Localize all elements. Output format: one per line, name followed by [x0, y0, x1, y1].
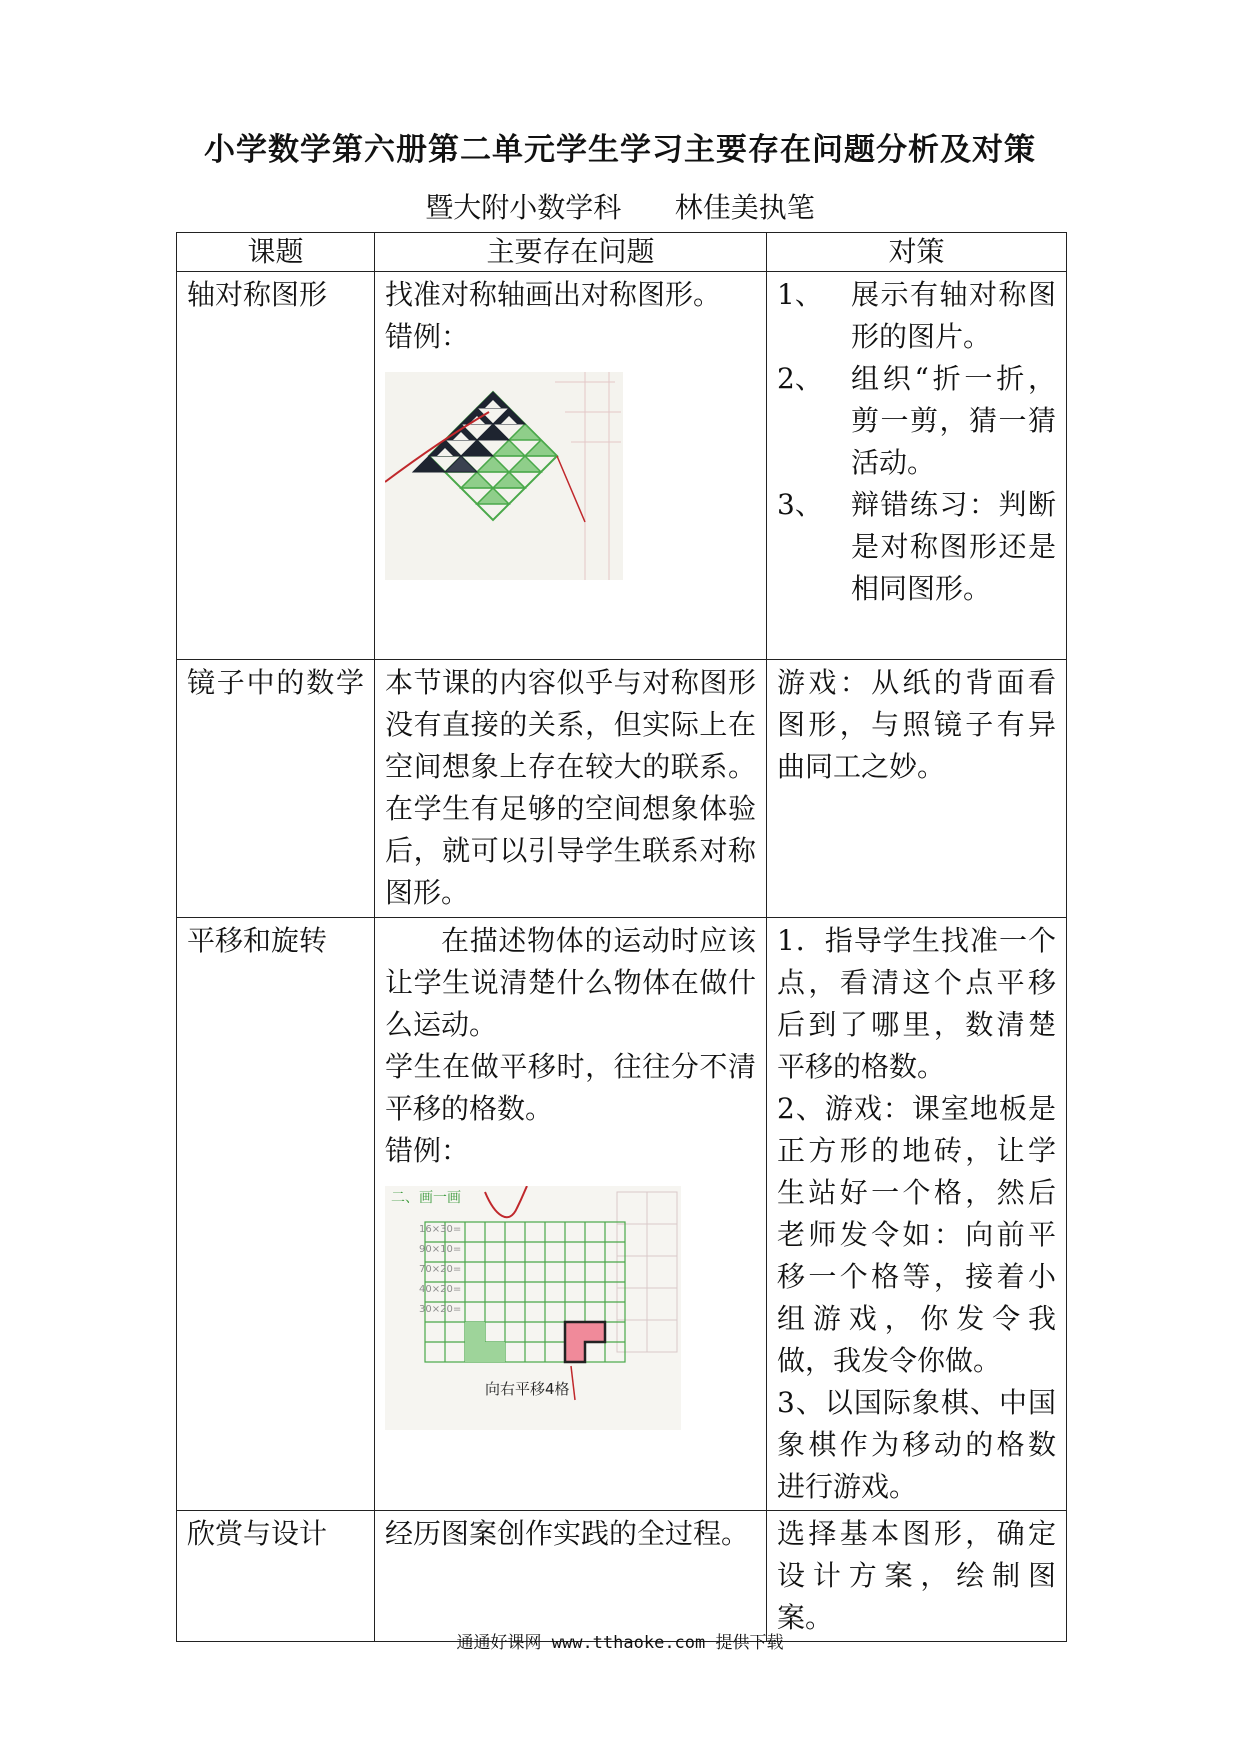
topic-cell [177, 918, 375, 1511]
problem-text: 错例： [385, 1134, 470, 1167]
strategy-cell [767, 918, 1067, 1511]
problem-line: 找准对称轴画出对称图形。 [385, 278, 722, 311]
strategy-text: 组织“折一折，剪一剪，猜一猜活动。 [851, 362, 1056, 479]
figure-margin-numbers [419, 1220, 479, 1320]
problem-line: 错例： [385, 320, 470, 353]
margin-number: 70×20= [419, 1264, 462, 1275]
strategy-item: 2、游戏：课室地板是正方形的地砖，让学生站好一个格，然后老师发令如：向前平移一个格等，接着小组游戏，你发令我做，我发令你做。 [777, 1092, 1056, 1377]
strategy-text: 游戏：从纸的背面看图形，与照镜子有异曲同工之妙。 [777, 666, 1056, 783]
strategy-text: 辩错练习：判断是对称图形还是相同图形。 [851, 488, 1056, 605]
topic-cell [177, 272, 375, 660]
figure-caption: 向右平移4格 [485, 1380, 570, 1398]
problem-cell [375, 660, 767, 918]
strategy-cell [767, 660, 1067, 918]
table-header-row [177, 233, 1067, 272]
document-title: 小学数学第六册第二单元学生学习主要存在问题分析及对策 [204, 132, 1036, 168]
strategy-text: 选择基本图形，确定设计方案，绘制图案。 [777, 1517, 1056, 1634]
problem-text: 在描述物体的运动时应该让学生说清楚什么物体在做什么运动。 [385, 924, 756, 1041]
header-topic: 课题 [177, 233, 375, 272]
topic-text: 镜子中的数学 [187, 666, 364, 699]
strategy-item [777, 358, 1056, 484]
download-footer: 通通好课网 www.tthaoke.com 提供下载 [456, 1633, 784, 1653]
table-row [177, 660, 1067, 918]
margin-number: 30×20= [419, 1304, 462, 1315]
strategy-cell [767, 272, 1067, 660]
topic-cell [177, 1511, 375, 1642]
problem-text: 经历图案创作实践的全过程。 [385, 1517, 750, 1550]
document-subtitle: 暨大附小数学科 林佳美执笔 [425, 191, 815, 224]
margin-number: 16×30= [419, 1224, 462, 1235]
topic-text: 轴对称图形 [187, 278, 328, 311]
strategy-number: 2、 [777, 362, 823, 395]
analysis-table [176, 232, 1067, 1642]
strategy-item: 3、以国际象棋、中国象棋作为移动的格数进行游戏。 [777, 1386, 1056, 1503]
header-problem: 主要存在问题 [375, 233, 767, 272]
strategy-text: 展示有轴对称图形的图片。 [851, 278, 1056, 353]
symmetry-error-example-image [385, 372, 756, 592]
header-strategy: 对策 [767, 233, 1067, 272]
strategy-item [777, 484, 1056, 610]
topic-text: 欣赏与设计 [187, 1517, 328, 1550]
table-row [177, 272, 1067, 660]
problem-cell [375, 918, 767, 1511]
table-row [177, 918, 1067, 1511]
figure-header-label: 二、画一画 [391, 1190, 461, 1206]
strategy-number: 1、 [777, 278, 823, 311]
strategy-number: 3、 [777, 488, 823, 521]
strategy-cell [767, 1511, 1067, 1642]
strategy-item [777, 274, 1056, 358]
strategy-item: 1．指导学生找准一个点，看清这个点平移后到了哪里，数清楚平移的格数。 [777, 924, 1056, 1083]
problem-cell [375, 1511, 767, 1642]
table-row [177, 1511, 1067, 1642]
translation-error-example-image [385, 1186, 681, 1430]
problem-text: 本节课的内容似乎与对称图形没有直接的关系，但实际上在空间想象上存在较大的联系。在学生有足够的空间想象体验后，就可以引导学生联系对称图形。 [385, 666, 756, 909]
problem-text: 学生在做平移时，往往分不清平移的格数。 [385, 1050, 756, 1125]
topic-cell [177, 660, 375, 918]
problem-cell [375, 272, 767, 660]
topic-text: 平移和旋转 [187, 924, 328, 957]
margin-number: 40×20= [419, 1284, 462, 1295]
margin-number: 90×10= [419, 1244, 462, 1255]
